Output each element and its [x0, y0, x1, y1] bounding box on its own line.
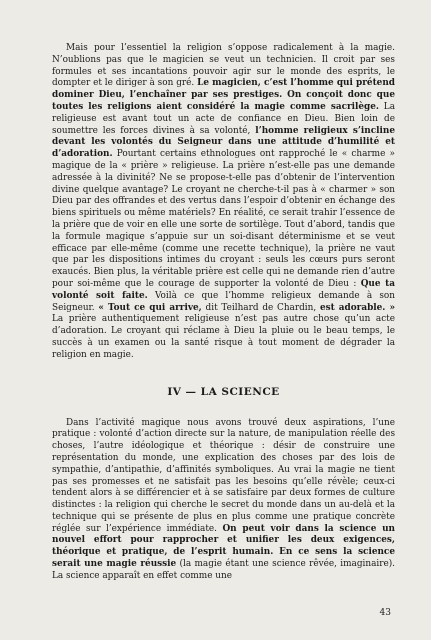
paragraph-science — [52, 418, 395, 583]
bold-text: « Tout ce qui arrive, — [98, 302, 202, 313]
bold-text: est adorable. » — [319, 302, 395, 313]
body-text: Voilà ce que l’homme religieux demande à son Seigneur. — [52, 290, 395, 313]
bold-text: l’homme religieux s’incline devant les volontés du Seigneur dans une attitude d’humilité et d’adoration. — [52, 125, 395, 160]
bold-text: On peut voir dans la science un nouvel effort pour rapprocher et unifier les deux exigences, théorique et pratique, de l’esprit humain. En ce sens la science serait une magie réussie — [52, 523, 396, 570]
section-heading: IV — LA SCIENCE — [167, 385, 280, 398]
body-text: Pourtant certains ethnologues ont rapproché le « charme » magique de la « prière » religieuse. La prière n’est-elle pas une demande adressée à la divinité? Ne se propose-t-elle pas d’obtenir de l’intervention divine quelque avantage? Le croyant ne cherche-t-il pas à « charmer » son Dieu par des offrandes et des vertus dans l’espoir d’obtenir en échange des biens spirituels ou même matériels? En réalité, ce serait trahir l’essence de la prière que de voir en elle une sorte de sortilège. Tout d’abord, tandis que la formule magique s’appuie sur un soi-disant déterminisme et se veut efficace par elle-même (comme une recette technique), la prière ne vaut que par les dispositions intimes du croyant : seuls les cœurs purs seront exaucés. Bien plus, la véritable prière est celle qui ne demande rien d’autre pour soi-même que le courage de supporter la volonté de Dieu : — [52, 149, 395, 289]
paragraph-religion-vs-magic — [52, 43, 395, 362]
body-text: dit Teilhard de Chardin, — [201, 302, 320, 313]
body-text: La prière authentiquement religieuse n’est pas autre chose qu’un acte d’adoration. Le croyant qui réclame à Dieu la pluie ou le beau temps, le succès à un examen ou la santé risque à tout moment de dégrader la religion en magie. — [52, 314, 395, 360]
body-text: (la magie étant une science rêvée, imaginaire). La science apparaît en effet comme une — [52, 559, 395, 581]
body-text: La religieuse est avant tout un acte de confiance en Dieu. Bien loin de soumettre les forces divines à sa volonté, — [52, 101, 395, 136]
bold-text: Que ta volonté soit faite. — [52, 278, 395, 301]
body-text: Dans l’activité magique nous avons trouvé deux aspirations, l’une pratique : volonté d’action directe sur la nature, de manipulation réelle des choses, l’autre idéologique et théorique : désir de construire une représentation du monde, une explication des choses par des lois de sympathie, d’antipathie, d’affinités symboliques. Au vrai la magie ne tient pas ses promesses et ne satisfait pas les besoins qu’elle révèle; ceux-ci tendent alors à se différencier et à se satisfaire par deux formes de culture distinctes : la religion qui cherche le secret du monde dans un au-delà et la technique qui se présente de plus en plus comme une pratique concrète réglée sur l’expérience immédiate. — [52, 417, 395, 534]
page-number: 43 — [379, 608, 391, 618]
bold-text: Le magicien, c’est l’homme qui prétend dominer Dieu, l’enchaîner par ses prestiges. On conçoit donc que toutes les religions aient considéré la magie comme sacrilège. — [52, 78, 395, 112]
body-text: Mais pour l’essentiel la religion s’oppose radicalement à la magie. N’oublions pas que le magicien se veut un technicien. Il croit par ses formules et ses incantations pouvoir agir sur le monde des esprits, le dompter et le diriger à son gré. — [52, 43, 395, 89]
